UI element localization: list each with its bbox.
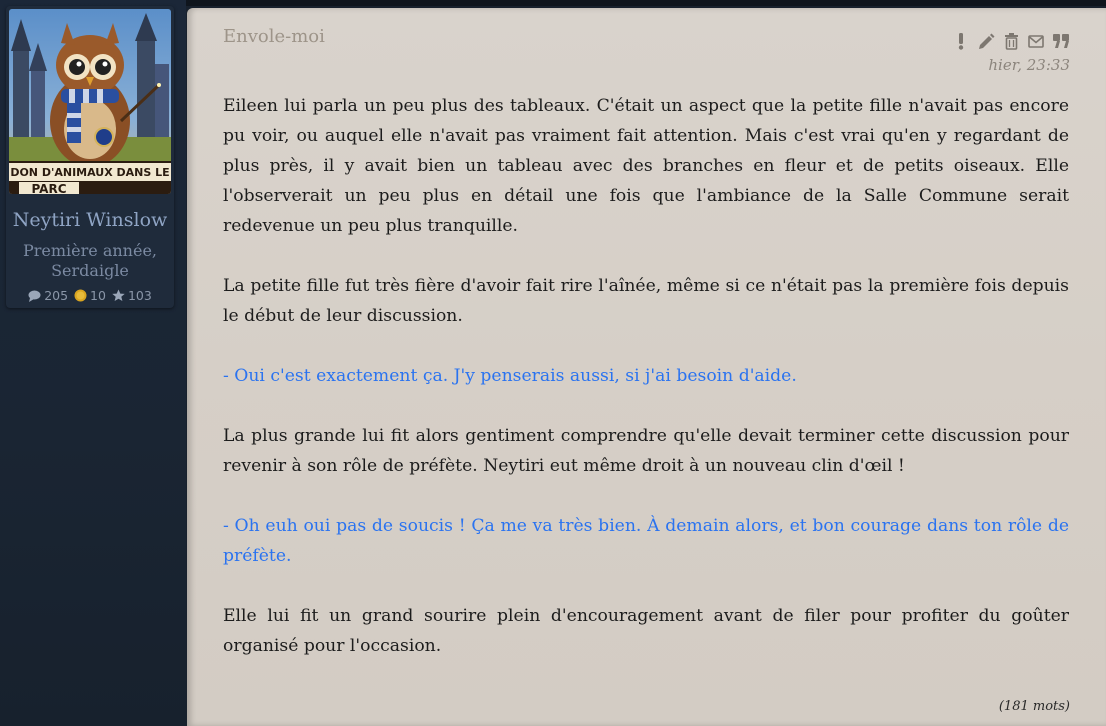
user-rank-year: Première année, bbox=[22, 241, 157, 260]
post-paragraph: Elle lui fit un grand sourire plein d'encouragement avant de filer pour profiter du goûter organisé pour l'occasion. bbox=[223, 606, 1069, 656]
post-title[interactable]: Envole-moi bbox=[223, 26, 325, 47]
user-name[interactable]: Neytiri Winslow bbox=[12, 209, 168, 231]
post-paragraph: Eileen lui parla un peu plus des tableaux. C'était un aspect que la petite fille n'avait pas encore pu voir, ou auquel elle n'avait pas vraiment fait attention. Mais c'est vrai qu'en y regardant de plus près, il y avait bien un tableau avec des branches en fleur et de petits oiseaux. Elle l'observerait un peu plus en détail une fois que l'ambiance de la Salle Commune serait redevenue un peu plus tranquille. bbox=[223, 96, 1069, 236]
star-icon bbox=[112, 289, 125, 302]
user-stats bbox=[6, 288, 174, 303]
quote-icon bbox=[1052, 33, 1070, 49]
post bbox=[187, 8, 1106, 726]
stat-points-value: 103 bbox=[127, 288, 152, 303]
quote-button[interactable] bbox=[1052, 32, 1070, 50]
envelope-icon bbox=[1028, 35, 1044, 48]
stat-messages-value: 205 bbox=[44, 288, 69, 303]
user-rank bbox=[6, 241, 174, 281]
post-content bbox=[223, 91, 1069, 691]
sidebar bbox=[0, 0, 186, 726]
avatar[interactable] bbox=[9, 9, 171, 194]
word-count: (181 mots) bbox=[998, 699, 1070, 714]
coin-icon bbox=[74, 289, 87, 302]
user-card bbox=[6, 6, 174, 308]
user-rank-house: Serdaigle bbox=[51, 261, 129, 280]
avatar-banner-line2: PARC bbox=[31, 182, 67, 194]
post-date: hier, 23:33 bbox=[988, 56, 1070, 74]
delete-button[interactable] bbox=[1002, 32, 1020, 50]
pencil-icon bbox=[978, 33, 995, 50]
exclamation-icon bbox=[957, 32, 965, 50]
message-button[interactable] bbox=[1027, 32, 1045, 50]
post-actions bbox=[952, 32, 1070, 50]
edit-button[interactable] bbox=[977, 32, 995, 50]
report-button[interactable] bbox=[952, 32, 970, 50]
speech-bubble-icon bbox=[28, 290, 41, 302]
trash-icon bbox=[1004, 33, 1019, 50]
avatar-banner-line1: DON D'ANIMAUX DANS LE bbox=[10, 166, 170, 179]
post-paragraph: La plus grande lui fit alors gentiment comprendre qu'elle devait terminer cette discussion pour revenir à son rôle de préfète. Neytiri eut même droit à un nouveau clin d'œil ! bbox=[223, 426, 1069, 476]
stat-coins bbox=[74, 288, 106, 303]
post-dialog-line: - Oui c'est exactement ça. J'y penserais aussi, si j'ai besoin d'aide. bbox=[223, 366, 797, 386]
stat-points bbox=[112, 288, 152, 303]
owl-avatar-image bbox=[9, 9, 171, 194]
post-paragraph: La petite fille fut très fière d'avoir fait rire l'aînée, même si ce n'était pas la première fois depuis le début de leur discussion. bbox=[223, 276, 1069, 326]
stat-coins-value: 10 bbox=[90, 288, 106, 303]
post-dialog-line: - Oh euh oui pas de soucis ! Ça me va très bien. À demain alors, et bon courage dans ton rôle de préfète. bbox=[223, 516, 1069, 566]
stat-messages bbox=[28, 288, 68, 303]
